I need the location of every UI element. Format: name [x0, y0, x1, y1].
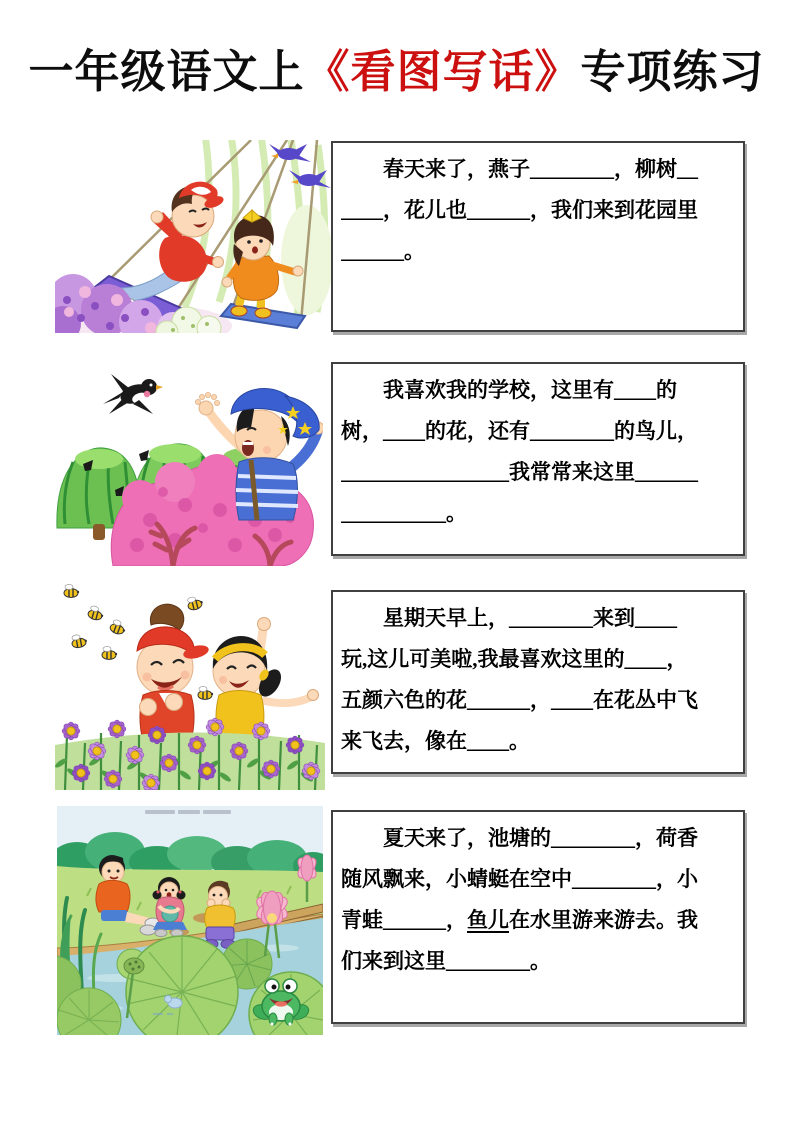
illustration-swing-scene [55, 140, 331, 333]
watermark-text [145, 810, 231, 814]
sentence-line: 随风飘来，小蜻蜓在空中________，小 [341, 867, 698, 891]
sentence-line: ________________我常常来这里______ [341, 460, 698, 484]
underlined-word: 鱼儿 [467, 908, 509, 932]
sentence-line: 来飞去，像在____。 [341, 729, 530, 753]
sentence-box-4 [331, 810, 745, 1024]
sentence-line: 们来到这里________。 [341, 949, 551, 973]
sentence-line: 我喜欢我的学校，这里有____的 [383, 378, 677, 402]
girl-with-yellow-headband [213, 618, 319, 740]
illustration-school-scene [55, 360, 323, 566]
page-title [0, 48, 793, 98]
sentence-line: ____，花儿也______，我们来到花园里 [341, 198, 698, 222]
sentence-box-1 [331, 141, 745, 332]
illustration-flower-garden-scene [55, 583, 325, 790]
title-prefix: 一年级语文上 [28, 47, 305, 97]
sentence-line: 树，____的花，还有________的鸟儿， [341, 419, 698, 443]
sentence-line [341, 900, 735, 941]
sentence-segment: 在水里游来游去。我 [509, 908, 698, 932]
sentence-line: 玩,这儿可美啦,我最喜欢这里的____， [341, 647, 688, 671]
title-highlight: 《看图写话》 [304, 47, 581, 97]
sentence-line: 春天来了，燕子________，柳树__ [383, 157, 698, 181]
illustration-lotus-pond-scene [57, 806, 323, 1035]
sentence-line: 星期天早上，________来到____ [383, 606, 677, 630]
sentence-line: 夏天来了，池塘的________，荷香 [383, 826, 698, 850]
boy-with-red-cap [137, 604, 210, 741]
sentence-line: ______。 [341, 239, 425, 263]
swallow [103, 374, 163, 414]
sentence-line: 五颜六色的花______，____在花丛中飞 [341, 688, 698, 712]
sentence-line: __________。 [341, 501, 467, 525]
sentence-box-2 [331, 362, 745, 556]
sentence-box-3 [331, 590, 745, 774]
title-suffix: 专项练习 [580, 47, 765, 97]
sentence-segment: 青蛙______， [341, 908, 467, 932]
